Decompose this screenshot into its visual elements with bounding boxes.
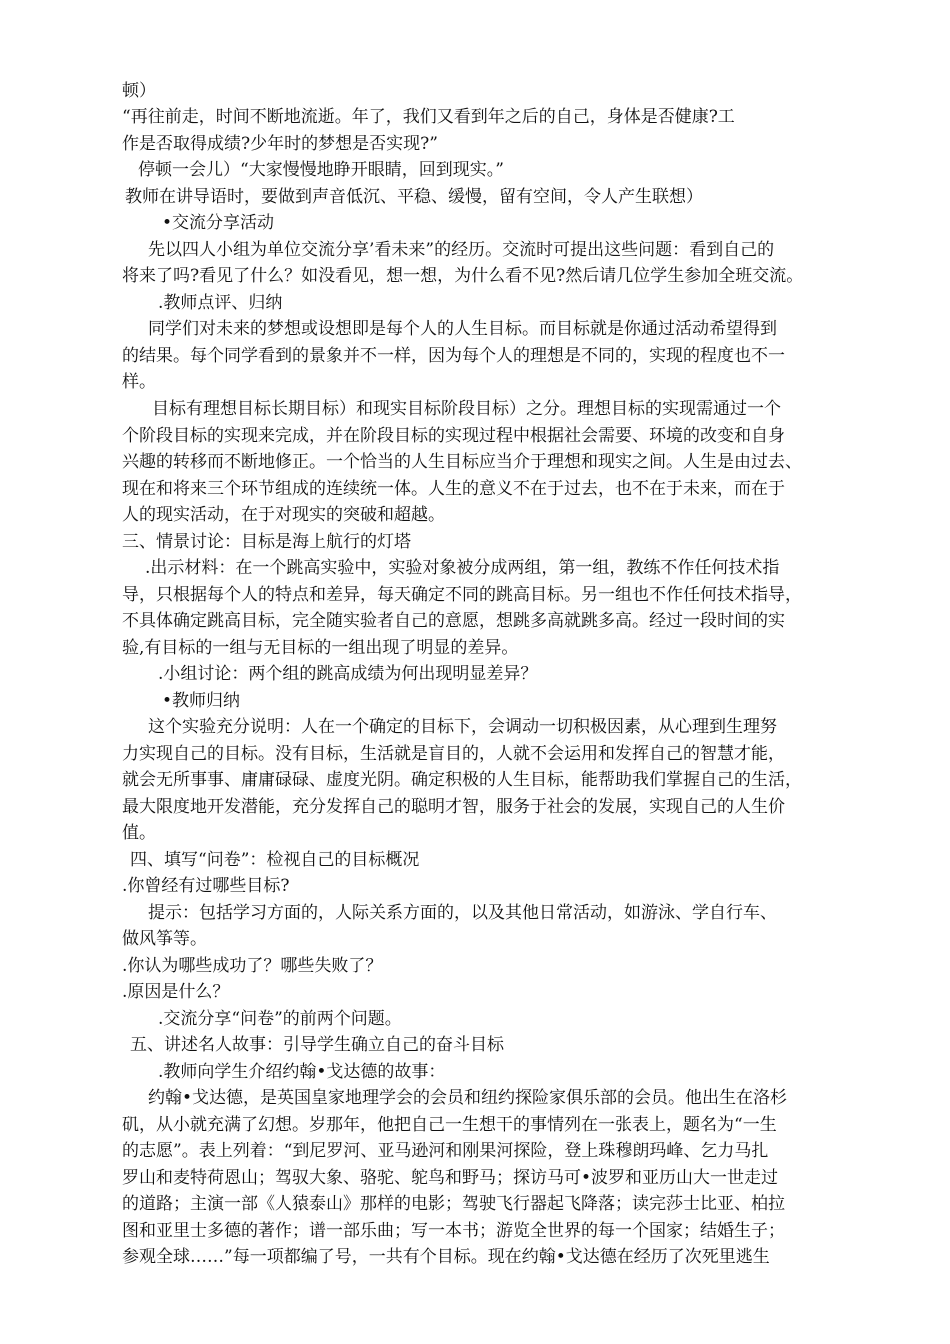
text-line: 的志愿”。表上列着：“到尼罗河、亚马逊河和刚果河探险，登上珠穆朗玛峰、乞力马扎	[122, 1141, 769, 1161]
text-line: 目标有理想目标长期目标）和现实目标阶段目标）之分。理想目标的实现需通过一个	[152, 399, 781, 419]
text-line: 就会无所事事、庸庸碌碌、虚度光阴。确定积极的人生目标，能帮助我们掌握自己的生活，	[122, 770, 802, 790]
text-line: 验,有目标的一组与无目标的一组出现了明显的差异。	[122, 638, 519, 658]
text-line: 同学们对未来的梦想或设想即是每个人的人生目标。而目标就是你通过活动希望得到	[148, 319, 777, 339]
text-line: 导，只根据每个人的特点和差异，每天确定不同的跳高目标。另一组也不作任何技术指导，	[122, 585, 802, 605]
text-line: 作是否取得成绩?少年时的梦想是否实现?”	[122, 134, 438, 154]
text-line: 不具体确定跳高目标，完全随实验者自己的意愿，想跳多高就跳多高。经过一段时间的实	[122, 611, 785, 631]
text-line: 样。	[122, 372, 156, 392]
text-line: “再往前走，时间不断地流逝。年了，我们又看到年之后的自己，身体是否健康?工	[122, 107, 735, 127]
text-line: 提示：包括学习方面的，人际关系方面的，以及其他日常活动，如游泳、学自行车、	[148, 903, 777, 923]
text-line: .你认为哪些成功了？哪些失败了？	[122, 956, 383, 976]
text-line: .出示材料：在一个跳高实验中，实验对象被分成两组，第一组，教练不作任何技术指	[145, 558, 780, 578]
text-line: 值。	[122, 823, 156, 843]
text-line: .小组讨论：两个组的跳高成绩为何出现明显差异？	[158, 664, 538, 684]
text-line: 的结果。每个同学看到的景象并不一样，因为每个人的理想是不同的，实现的程度也不一	[122, 346, 785, 366]
text-line: 这个实验充分说明：人在一个确定的目标下，会调动一切积极因素，从心理到生理努	[148, 717, 777, 737]
text-line: 顿）	[122, 81, 156, 101]
text-line: 图和亚里士多德的著作；谱一部乐曲；写一本书；游览全世界的每一个国家；结婚生子；	[122, 1221, 785, 1241]
section-subheading: .教师点评、归纳	[158, 293, 283, 313]
text-line: 最大限度地开发潜能，充分发挥自己的聪明才智，服务于社会的发展，实现自己的人生价	[122, 797, 785, 817]
section-heading: 三、情景讨论：目标是海上航行的灯塔	[122, 532, 411, 552]
text-line: 兴趣的转移而不断地修正。一个恰当的人生目标应当介于理想和现实之间。人生是由过去、	[122, 452, 802, 472]
text-line: .原因是什么？	[122, 982, 230, 1002]
text-line: 罗山和麦特荷恩山；驾驭大象、骆驼、鸵鸟和野马；探访马可•波罗和亚历山大一世走过	[122, 1168, 779, 1188]
text-line: 力实现自己的目标。没有目标，生活就是盲目的，人就不会运用和发挥自己的智慧才能，	[122, 744, 785, 764]
text-line: 人的现实活动，在于对现实的突破和超越。	[122, 505, 445, 525]
text-line: .教师向学生介绍约翰•戈达德的故事：	[158, 1062, 446, 1082]
text-line: 教师在讲导语时，要做到声音低沉、平稳、缓慢，留有空间，令人产生联想）	[125, 187, 703, 207]
text-line: 参观全球……”每一项都编了号，一共有个目标。现在约翰•戈达德在经历了次死里逃生	[122, 1247, 770, 1267]
text-line: .交流分享“问卷”的前两个问题。	[158, 1009, 402, 1029]
text-line: 停顿一会儿）“大家慢慢地睁开眼睛，回到现实。”	[138, 160, 504, 180]
text-line: 现在和将来三个环节组成的连续统一体。人生的意义不在于过去，也不在于未来，而在于	[122, 479, 785, 499]
text-line: 矶，从小就充满了幻想。岁那年，他把自己一生想干的事情列在一张表上，题名为“一生	[122, 1115, 777, 1135]
section-heading: 五、讲述名人故事：引导学生确立自己的奋斗目标	[130, 1035, 504, 1055]
text-line: 的道路；主演一部《人猿泰山》那样的电影；驾驶飞行器起飞降落；读完莎士比亚、柏拉	[122, 1194, 785, 1214]
section-subheading: •交流分享活动	[162, 213, 275, 233]
text-line: 将来了吗?看见了什么？如没看见，想一想，为什么看不见?然后请几位学生参加全班交流。	[122, 266, 804, 286]
text-line: .你曾经有过哪些目标?	[122, 876, 290, 896]
text-line: 个阶段目标的实现来完成，并在阶段目标的实现过程中根据社会需要、环境的改变和自身	[122, 426, 785, 446]
section-heading: 四、填写“问卷”：检视自己的目标概况	[130, 850, 420, 870]
text-line: 约翰•戈达德，是英国皇家地理学会的会员和纽约探险家俱乐部的会员。他出生在洛杉	[148, 1088, 788, 1108]
text-line: 先以四人小组为单位交流分享’看未来”的经历。交流时可提出这些问题：看到自己的	[148, 240, 775, 260]
section-subheading: •教师归纳	[162, 691, 241, 711]
text-line: 做风筝等。	[122, 929, 207, 949]
